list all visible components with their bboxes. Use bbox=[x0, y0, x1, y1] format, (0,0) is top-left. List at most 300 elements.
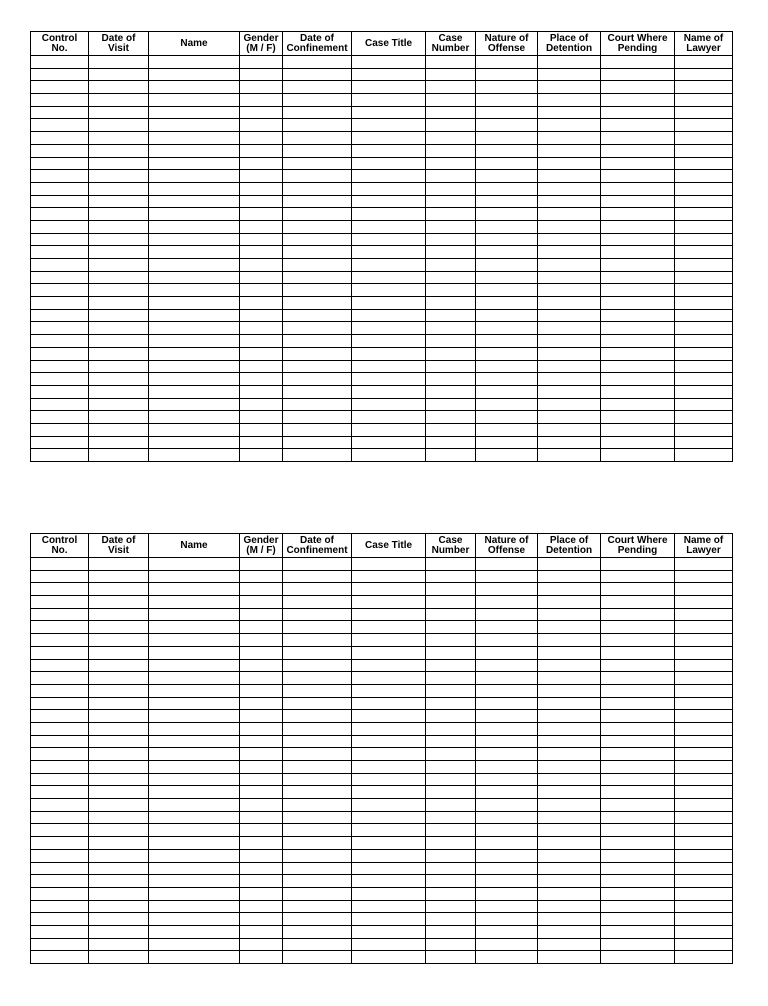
cell-gender[interactable] bbox=[240, 811, 283, 824]
cell-case-number[interactable] bbox=[426, 735, 476, 748]
cell-date-of-visit[interactable] bbox=[89, 119, 149, 132]
cell-name[interactable] bbox=[149, 335, 240, 348]
cell-court-where-pending[interactable] bbox=[601, 81, 675, 94]
cell-place-of-detention[interactable] bbox=[538, 246, 601, 259]
cell-nature-of-offense[interactable] bbox=[476, 182, 538, 195]
cell-name[interactable] bbox=[149, 913, 240, 926]
cell-date-of-confinement[interactable] bbox=[283, 748, 352, 761]
cell-case-number[interactable] bbox=[426, 583, 476, 596]
cell-name[interactable] bbox=[149, 385, 240, 398]
cell-place-of-detention[interactable] bbox=[538, 672, 601, 685]
cell-case-title[interactable] bbox=[352, 68, 426, 81]
cell-name-of-lawyer[interactable] bbox=[675, 449, 733, 462]
cell-nature-of-offense[interactable] bbox=[476, 94, 538, 107]
cell-place-of-detention[interactable] bbox=[538, 182, 601, 195]
cell-control-no[interactable] bbox=[31, 697, 89, 710]
cell-name-of-lawyer[interactable] bbox=[675, 913, 733, 926]
cell-place-of-detention[interactable] bbox=[538, 621, 601, 634]
cell-case-title[interactable] bbox=[352, 271, 426, 284]
cell-gender[interactable] bbox=[240, 583, 283, 596]
cell-name-of-lawyer[interactable] bbox=[675, 411, 733, 424]
cell-name[interactable] bbox=[149, 436, 240, 449]
cell-court-where-pending[interactable] bbox=[601, 195, 675, 208]
cell-gender[interactable] bbox=[240, 233, 283, 246]
cell-gender[interactable] bbox=[240, 646, 283, 659]
cell-nature-of-offense[interactable] bbox=[476, 208, 538, 221]
cell-control-no[interactable] bbox=[31, 570, 89, 583]
cell-name-of-lawyer[interactable] bbox=[675, 634, 733, 647]
cell-name[interactable] bbox=[149, 634, 240, 647]
cell-name[interactable] bbox=[149, 68, 240, 81]
cell-date-of-visit[interactable] bbox=[89, 748, 149, 761]
cell-date-of-visit[interactable] bbox=[89, 837, 149, 850]
cell-control-no[interactable] bbox=[31, 94, 89, 107]
cell-gender[interactable] bbox=[240, 195, 283, 208]
cell-name[interactable] bbox=[149, 849, 240, 862]
cell-case-number[interactable] bbox=[426, 862, 476, 875]
cell-control-no[interactable] bbox=[31, 875, 89, 888]
cell-nature-of-offense[interactable] bbox=[476, 322, 538, 335]
cell-nature-of-offense[interactable] bbox=[476, 570, 538, 583]
cell-date-of-confinement[interactable] bbox=[283, 119, 352, 132]
cell-date-of-visit[interactable] bbox=[89, 335, 149, 348]
cell-case-title[interactable] bbox=[352, 246, 426, 259]
cell-control-no[interactable] bbox=[31, 558, 89, 571]
cell-name[interactable] bbox=[149, 132, 240, 145]
cell-date-of-confinement[interactable] bbox=[283, 824, 352, 837]
cell-nature-of-offense[interactable] bbox=[476, 246, 538, 259]
cell-case-number[interactable] bbox=[426, 900, 476, 913]
cell-name[interactable] bbox=[149, 360, 240, 373]
cell-date-of-visit[interactable] bbox=[89, 862, 149, 875]
cell-case-title[interactable] bbox=[352, 449, 426, 462]
cell-date-of-visit[interactable] bbox=[89, 436, 149, 449]
cell-court-where-pending[interactable] bbox=[601, 925, 675, 938]
cell-case-number[interactable] bbox=[426, 913, 476, 926]
cell-control-no[interactable] bbox=[31, 646, 89, 659]
cell-date-of-visit[interactable] bbox=[89, 900, 149, 913]
cell-date-of-confinement[interactable] bbox=[283, 259, 352, 272]
cell-control-no[interactable] bbox=[31, 132, 89, 145]
cell-date-of-visit[interactable] bbox=[89, 170, 149, 183]
cell-case-title[interactable] bbox=[352, 761, 426, 774]
cell-name[interactable] bbox=[149, 81, 240, 94]
cell-name-of-lawyer[interactable] bbox=[675, 335, 733, 348]
cell-court-where-pending[interactable] bbox=[601, 106, 675, 119]
cell-case-title[interactable] bbox=[352, 621, 426, 634]
cell-control-no[interactable] bbox=[31, 621, 89, 634]
cell-date-of-visit[interactable] bbox=[89, 398, 149, 411]
cell-name-of-lawyer[interactable] bbox=[675, 722, 733, 735]
cell-name[interactable] bbox=[149, 259, 240, 272]
cell-gender[interactable] bbox=[240, 182, 283, 195]
cell-control-no[interactable] bbox=[31, 951, 89, 964]
cell-gender[interactable] bbox=[240, 761, 283, 774]
cell-place-of-detention[interactable] bbox=[538, 735, 601, 748]
cell-date-of-confinement[interactable] bbox=[283, 360, 352, 373]
cell-nature-of-offense[interactable] bbox=[476, 672, 538, 685]
cell-nature-of-offense[interactable] bbox=[476, 596, 538, 609]
cell-gender[interactable] bbox=[240, 373, 283, 386]
cell-place-of-detention[interactable] bbox=[538, 297, 601, 310]
cell-date-of-confinement[interactable] bbox=[283, 786, 352, 799]
cell-date-of-confinement[interactable] bbox=[283, 684, 352, 697]
cell-name[interactable] bbox=[149, 875, 240, 888]
cell-name[interactable] bbox=[149, 900, 240, 913]
cell-date-of-confinement[interactable] bbox=[283, 558, 352, 571]
cell-case-title[interactable] bbox=[352, 170, 426, 183]
cell-name[interactable] bbox=[149, 144, 240, 157]
cell-date-of-confinement[interactable] bbox=[283, 271, 352, 284]
cell-nature-of-offense[interactable] bbox=[476, 761, 538, 774]
cell-gender[interactable] bbox=[240, 900, 283, 913]
cell-name-of-lawyer[interactable] bbox=[675, 68, 733, 81]
cell-gender[interactable] bbox=[240, 710, 283, 723]
cell-date-of-confinement[interactable] bbox=[283, 608, 352, 621]
cell-name[interactable] bbox=[149, 411, 240, 424]
cell-name[interactable] bbox=[149, 94, 240, 107]
cell-name-of-lawyer[interactable] bbox=[675, 697, 733, 710]
cell-name-of-lawyer[interactable] bbox=[675, 849, 733, 862]
cell-court-where-pending[interactable] bbox=[601, 144, 675, 157]
cell-date-of-confinement[interactable] bbox=[283, 208, 352, 221]
cell-court-where-pending[interactable] bbox=[601, 220, 675, 233]
cell-date-of-confinement[interactable] bbox=[283, 322, 352, 335]
cell-control-no[interactable] bbox=[31, 233, 89, 246]
cell-place-of-detention[interactable] bbox=[538, 875, 601, 888]
cell-case-title[interactable] bbox=[352, 144, 426, 157]
cell-case-number[interactable] bbox=[426, 373, 476, 386]
cell-name-of-lawyer[interactable] bbox=[675, 900, 733, 913]
cell-name[interactable] bbox=[149, 208, 240, 221]
cell-gender[interactable] bbox=[240, 449, 283, 462]
cell-control-no[interactable] bbox=[31, 735, 89, 748]
cell-date-of-confinement[interactable] bbox=[283, 710, 352, 723]
cell-case-number[interactable] bbox=[426, 94, 476, 107]
cell-case-number[interactable] bbox=[426, 411, 476, 424]
cell-date-of-visit[interactable] bbox=[89, 449, 149, 462]
cell-date-of-confinement[interactable] bbox=[283, 735, 352, 748]
cell-date-of-visit[interactable] bbox=[89, 259, 149, 272]
cell-case-number[interactable] bbox=[426, 748, 476, 761]
cell-name-of-lawyer[interactable] bbox=[675, 646, 733, 659]
cell-name[interactable] bbox=[149, 862, 240, 875]
cell-name-of-lawyer[interactable] bbox=[675, 182, 733, 195]
cell-date-of-visit[interactable] bbox=[89, 385, 149, 398]
cell-case-title[interactable] bbox=[352, 385, 426, 398]
cell-gender[interactable] bbox=[240, 170, 283, 183]
cell-court-where-pending[interactable] bbox=[601, 56, 675, 69]
cell-nature-of-offense[interactable] bbox=[476, 157, 538, 170]
cell-gender[interactable] bbox=[240, 347, 283, 360]
cell-name[interactable] bbox=[149, 811, 240, 824]
cell-case-number[interactable] bbox=[426, 56, 476, 69]
cell-name-of-lawyer[interactable] bbox=[675, 347, 733, 360]
cell-nature-of-offense[interactable] bbox=[476, 710, 538, 723]
cell-place-of-detention[interactable] bbox=[538, 233, 601, 246]
cell-place-of-detention[interactable] bbox=[538, 773, 601, 786]
cell-name-of-lawyer[interactable] bbox=[675, 608, 733, 621]
cell-case-title[interactable] bbox=[352, 811, 426, 824]
cell-date-of-confinement[interactable] bbox=[283, 297, 352, 310]
cell-case-title[interactable] bbox=[352, 398, 426, 411]
cell-date-of-visit[interactable] bbox=[89, 811, 149, 824]
cell-date-of-confinement[interactable] bbox=[283, 170, 352, 183]
cell-name-of-lawyer[interactable] bbox=[675, 94, 733, 107]
cell-case-title[interactable] bbox=[352, 182, 426, 195]
cell-name[interactable] bbox=[149, 449, 240, 462]
cell-court-where-pending[interactable] bbox=[601, 233, 675, 246]
cell-control-no[interactable] bbox=[31, 182, 89, 195]
cell-date-of-visit[interactable] bbox=[89, 373, 149, 386]
cell-date-of-visit[interactable] bbox=[89, 195, 149, 208]
cell-control-no[interactable] bbox=[31, 862, 89, 875]
cell-date-of-confinement[interactable] bbox=[283, 81, 352, 94]
cell-name-of-lawyer[interactable] bbox=[675, 208, 733, 221]
cell-case-number[interactable] bbox=[426, 786, 476, 799]
cell-case-number[interactable] bbox=[426, 398, 476, 411]
cell-date-of-confinement[interactable] bbox=[283, 449, 352, 462]
cell-date-of-confinement[interactable] bbox=[283, 373, 352, 386]
cell-name-of-lawyer[interactable] bbox=[675, 81, 733, 94]
cell-control-no[interactable] bbox=[31, 246, 89, 259]
cell-place-of-detention[interactable] bbox=[538, 596, 601, 609]
cell-place-of-detention[interactable] bbox=[538, 94, 601, 107]
cell-name[interactable] bbox=[149, 672, 240, 685]
cell-court-where-pending[interactable] bbox=[601, 773, 675, 786]
cell-nature-of-offense[interactable] bbox=[476, 621, 538, 634]
cell-name-of-lawyer[interactable] bbox=[675, 423, 733, 436]
cell-place-of-detention[interactable] bbox=[538, 608, 601, 621]
cell-date-of-visit[interactable] bbox=[89, 220, 149, 233]
cell-case-title[interactable] bbox=[352, 583, 426, 596]
cell-control-no[interactable] bbox=[31, 81, 89, 94]
cell-date-of-confinement[interactable] bbox=[283, 157, 352, 170]
cell-court-where-pending[interactable] bbox=[601, 862, 675, 875]
cell-place-of-detention[interactable] bbox=[538, 220, 601, 233]
cell-date-of-visit[interactable] bbox=[89, 697, 149, 710]
cell-case-title[interactable] bbox=[352, 233, 426, 246]
cell-place-of-detention[interactable] bbox=[538, 887, 601, 900]
cell-case-title[interactable] bbox=[352, 646, 426, 659]
cell-gender[interactable] bbox=[240, 938, 283, 951]
cell-date-of-confinement[interactable] bbox=[283, 621, 352, 634]
cell-court-where-pending[interactable] bbox=[601, 596, 675, 609]
cell-name-of-lawyer[interactable] bbox=[675, 259, 733, 272]
cell-case-number[interactable] bbox=[426, 558, 476, 571]
cell-gender[interactable] bbox=[240, 951, 283, 964]
cell-name[interactable] bbox=[149, 570, 240, 583]
cell-date-of-confinement[interactable] bbox=[283, 875, 352, 888]
cell-place-of-detention[interactable] bbox=[538, 68, 601, 81]
cell-date-of-visit[interactable] bbox=[89, 68, 149, 81]
cell-date-of-confinement[interactable] bbox=[283, 900, 352, 913]
cell-name-of-lawyer[interactable] bbox=[675, 297, 733, 310]
cell-place-of-detention[interactable] bbox=[538, 423, 601, 436]
cell-place-of-detention[interactable] bbox=[538, 157, 601, 170]
cell-case-title[interactable] bbox=[352, 799, 426, 812]
cell-nature-of-offense[interactable] bbox=[476, 824, 538, 837]
cell-date-of-visit[interactable] bbox=[89, 849, 149, 862]
cell-name-of-lawyer[interactable] bbox=[675, 284, 733, 297]
cell-case-number[interactable] bbox=[426, 119, 476, 132]
cell-gender[interactable] bbox=[240, 208, 283, 221]
cell-gender[interactable] bbox=[240, 837, 283, 850]
cell-court-where-pending[interactable] bbox=[601, 659, 675, 672]
cell-nature-of-offense[interactable] bbox=[476, 913, 538, 926]
cell-court-where-pending[interactable] bbox=[601, 94, 675, 107]
cell-control-no[interactable] bbox=[31, 722, 89, 735]
cell-court-where-pending[interactable] bbox=[601, 309, 675, 322]
cell-nature-of-offense[interactable] bbox=[476, 811, 538, 824]
cell-case-title[interactable] bbox=[352, 710, 426, 723]
cell-case-number[interactable] bbox=[426, 220, 476, 233]
cell-gender[interactable] bbox=[240, 634, 283, 647]
cell-date-of-confinement[interactable] bbox=[283, 284, 352, 297]
cell-case-number[interactable] bbox=[426, 284, 476, 297]
cell-court-where-pending[interactable] bbox=[601, 398, 675, 411]
cell-case-number[interactable] bbox=[426, 710, 476, 723]
cell-court-where-pending[interactable] bbox=[601, 360, 675, 373]
cell-name-of-lawyer[interactable] bbox=[675, 925, 733, 938]
cell-gender[interactable] bbox=[240, 748, 283, 761]
cell-date-of-visit[interactable] bbox=[89, 773, 149, 786]
cell-control-no[interactable] bbox=[31, 684, 89, 697]
cell-case-number[interactable] bbox=[426, 621, 476, 634]
cell-case-title[interactable] bbox=[352, 220, 426, 233]
cell-control-no[interactable] bbox=[31, 786, 89, 799]
cell-nature-of-offense[interactable] bbox=[476, 411, 538, 424]
cell-court-where-pending[interactable] bbox=[601, 271, 675, 284]
cell-case-number[interactable] bbox=[426, 132, 476, 145]
cell-date-of-confinement[interactable] bbox=[283, 68, 352, 81]
cell-case-title[interactable] bbox=[352, 925, 426, 938]
cell-date-of-visit[interactable] bbox=[89, 875, 149, 888]
cell-case-title[interactable] bbox=[352, 786, 426, 799]
cell-name-of-lawyer[interactable] bbox=[675, 195, 733, 208]
cell-place-of-detention[interactable] bbox=[538, 170, 601, 183]
cell-case-title[interactable] bbox=[352, 913, 426, 926]
cell-place-of-detention[interactable] bbox=[538, 208, 601, 221]
cell-gender[interactable] bbox=[240, 887, 283, 900]
cell-date-of-visit[interactable] bbox=[89, 634, 149, 647]
cell-gender[interactable] bbox=[240, 786, 283, 799]
cell-name-of-lawyer[interactable] bbox=[675, 119, 733, 132]
cell-gender[interactable] bbox=[240, 284, 283, 297]
cell-control-no[interactable] bbox=[31, 913, 89, 926]
cell-control-no[interactable] bbox=[31, 347, 89, 360]
cell-case-title[interactable] bbox=[352, 938, 426, 951]
cell-case-number[interactable] bbox=[426, 68, 476, 81]
cell-date-of-confinement[interactable] bbox=[283, 195, 352, 208]
cell-date-of-visit[interactable] bbox=[89, 596, 149, 609]
cell-date-of-confinement[interactable] bbox=[283, 144, 352, 157]
cell-control-no[interactable] bbox=[31, 748, 89, 761]
cell-nature-of-offense[interactable] bbox=[476, 875, 538, 888]
cell-date-of-confinement[interactable] bbox=[283, 773, 352, 786]
cell-nature-of-offense[interactable] bbox=[476, 735, 538, 748]
cell-control-no[interactable] bbox=[31, 68, 89, 81]
cell-nature-of-offense[interactable] bbox=[476, 659, 538, 672]
cell-place-of-detention[interactable] bbox=[538, 56, 601, 69]
cell-date-of-confinement[interactable] bbox=[283, 182, 352, 195]
cell-place-of-detention[interactable] bbox=[538, 385, 601, 398]
cell-place-of-detention[interactable] bbox=[538, 722, 601, 735]
cell-case-number[interactable] bbox=[426, 634, 476, 647]
cell-name-of-lawyer[interactable] bbox=[675, 621, 733, 634]
cell-nature-of-offense[interactable] bbox=[476, 297, 538, 310]
cell-nature-of-offense[interactable] bbox=[476, 284, 538, 297]
cell-control-no[interactable] bbox=[31, 938, 89, 951]
cell-place-of-detention[interactable] bbox=[538, 799, 601, 812]
cell-place-of-detention[interactable] bbox=[538, 583, 601, 596]
cell-nature-of-offense[interactable] bbox=[476, 634, 538, 647]
cell-nature-of-offense[interactable] bbox=[476, 347, 538, 360]
cell-date-of-visit[interactable] bbox=[89, 684, 149, 697]
cell-nature-of-offense[interactable] bbox=[476, 68, 538, 81]
cell-name[interactable] bbox=[149, 297, 240, 310]
cell-name-of-lawyer[interactable] bbox=[675, 583, 733, 596]
cell-case-number[interactable] bbox=[426, 106, 476, 119]
cell-date-of-visit[interactable] bbox=[89, 81, 149, 94]
cell-case-title[interactable] bbox=[352, 862, 426, 875]
cell-name[interactable] bbox=[149, 748, 240, 761]
cell-name-of-lawyer[interactable] bbox=[675, 322, 733, 335]
cell-nature-of-offense[interactable] bbox=[476, 335, 538, 348]
cell-date-of-confinement[interactable] bbox=[283, 106, 352, 119]
cell-case-title[interactable] bbox=[352, 558, 426, 571]
cell-control-no[interactable] bbox=[31, 849, 89, 862]
cell-date-of-visit[interactable] bbox=[89, 347, 149, 360]
cell-case-number[interactable] bbox=[426, 360, 476, 373]
cell-nature-of-offense[interactable] bbox=[476, 144, 538, 157]
cell-place-of-detention[interactable] bbox=[538, 373, 601, 386]
cell-date-of-confinement[interactable] bbox=[283, 411, 352, 424]
cell-gender[interactable] bbox=[240, 735, 283, 748]
cell-name-of-lawyer[interactable] bbox=[675, 951, 733, 964]
cell-place-of-detention[interactable] bbox=[538, 951, 601, 964]
cell-place-of-detention[interactable] bbox=[538, 684, 601, 697]
cell-control-no[interactable] bbox=[31, 195, 89, 208]
cell-case-number[interactable] bbox=[426, 423, 476, 436]
cell-name-of-lawyer[interactable] bbox=[675, 246, 733, 259]
cell-case-number[interactable] bbox=[426, 761, 476, 774]
cell-place-of-detention[interactable] bbox=[538, 659, 601, 672]
cell-control-no[interactable] bbox=[31, 56, 89, 69]
cell-control-no[interactable] bbox=[31, 119, 89, 132]
cell-court-where-pending[interactable] bbox=[601, 875, 675, 888]
cell-name[interactable] bbox=[149, 423, 240, 436]
cell-case-title[interactable] bbox=[352, 423, 426, 436]
cell-name[interactable] bbox=[149, 837, 240, 850]
cell-case-title[interactable] bbox=[352, 722, 426, 735]
cell-name[interactable] bbox=[149, 233, 240, 246]
cell-gender[interactable] bbox=[240, 335, 283, 348]
cell-place-of-detention[interactable] bbox=[538, 900, 601, 913]
cell-date-of-confinement[interactable] bbox=[283, 849, 352, 862]
cell-case-number[interactable] bbox=[426, 811, 476, 824]
cell-date-of-visit[interactable] bbox=[89, 246, 149, 259]
cell-case-number[interactable] bbox=[426, 322, 476, 335]
cell-case-title[interactable] bbox=[352, 697, 426, 710]
cell-date-of-visit[interactable] bbox=[89, 608, 149, 621]
cell-name[interactable] bbox=[149, 195, 240, 208]
cell-date-of-confinement[interactable] bbox=[283, 811, 352, 824]
cell-case-title[interactable] bbox=[352, 887, 426, 900]
cell-control-no[interactable] bbox=[31, 583, 89, 596]
cell-case-number[interactable] bbox=[426, 722, 476, 735]
cell-court-where-pending[interactable] bbox=[601, 951, 675, 964]
